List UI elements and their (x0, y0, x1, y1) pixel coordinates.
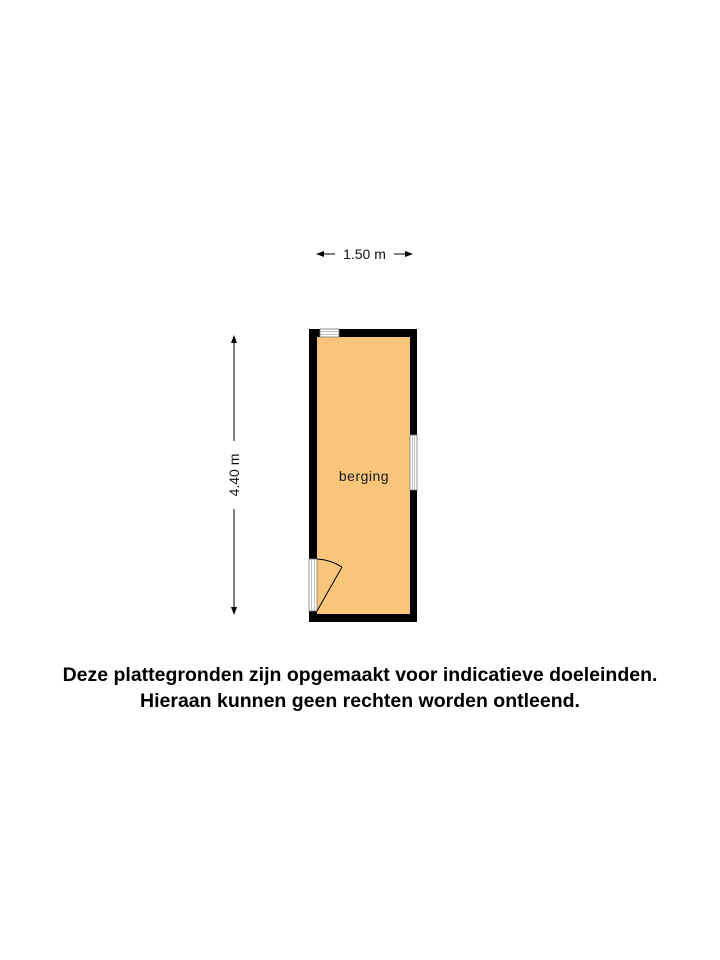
width-dimension-arrow-right (405, 251, 413, 257)
disclaimer-line-1: Deze plattegronden zijn opgemaakt voor indicatieve doeleinden. (62, 664, 658, 686)
length-dimension (226, 335, 242, 615)
disclaimer-line-2: Hieraan kunnen geen rechten worden ontleend. (140, 690, 580, 712)
width-dimension-arrow-left (316, 251, 324, 257)
length-dimension-arrow-top (231, 335, 237, 343)
door-opening (309, 559, 317, 611)
length-dimension-arrow-bottom (231, 607, 237, 615)
width-dimension-label: 1.50 m (343, 246, 386, 262)
right-window (410, 435, 417, 490)
room-label: berging (338, 468, 390, 484)
width-dimension (316, 246, 413, 262)
length-dimension-label: 4.40 m (226, 453, 242, 497)
top-window (320, 329, 339, 337)
